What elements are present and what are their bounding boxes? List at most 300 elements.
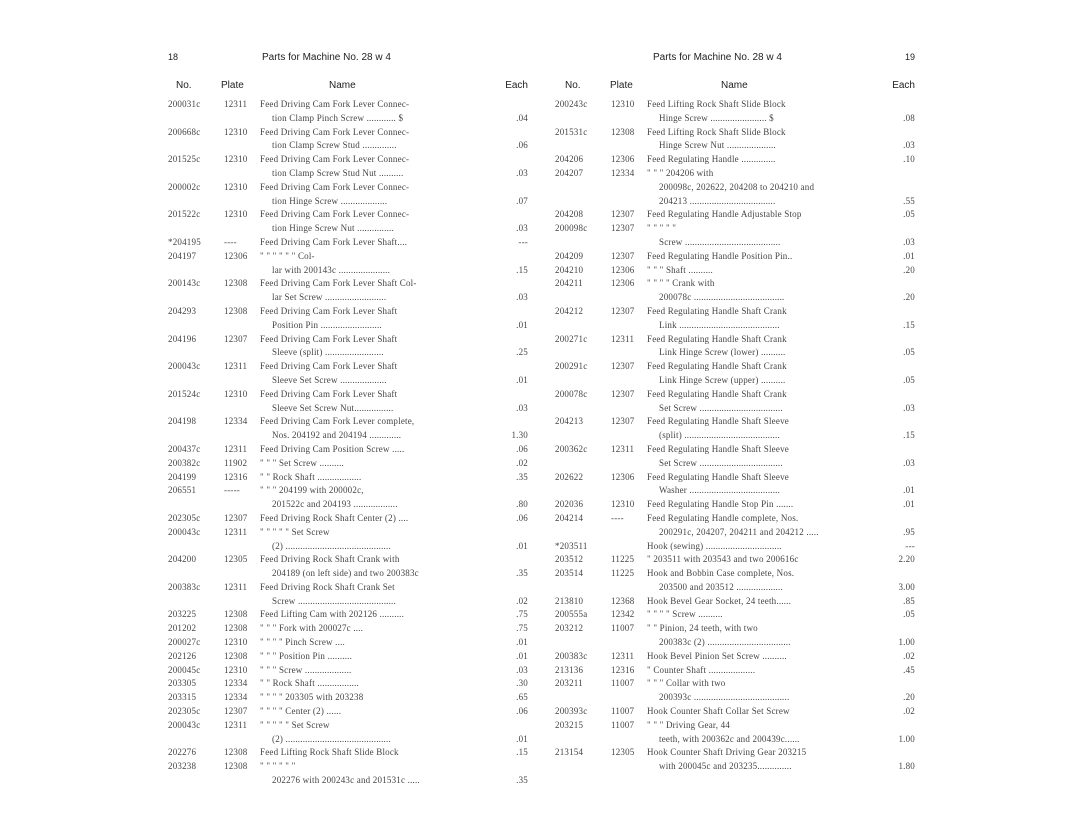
part-price: .15 bbox=[903, 319, 915, 330]
list-item bbox=[168, 581, 528, 595]
plate-number: 12310 bbox=[224, 181, 248, 192]
part-price: .06 bbox=[516, 512, 528, 523]
list-item bbox=[555, 608, 915, 622]
list-item bbox=[168, 471, 528, 485]
plate-number: 12310 bbox=[224, 154, 248, 165]
part-number: 200002c bbox=[168, 181, 201, 192]
list-item bbox=[555, 691, 915, 705]
part-price: .02 bbox=[903, 650, 915, 661]
part-price: .02 bbox=[516, 595, 528, 606]
part-name: Feed Regulating Handle Shaft Sleeve bbox=[647, 443, 789, 454]
list-item bbox=[168, 305, 528, 319]
part-number: 201522c bbox=[168, 209, 201, 220]
part-name: (split) ....................................... bbox=[659, 430, 780, 441]
list-item bbox=[555, 498, 915, 512]
part-price: .03 bbox=[516, 292, 528, 303]
part-number: 200437c bbox=[168, 443, 201, 454]
part-name: Feed Driving Cam Fork Lever Shaft bbox=[260, 305, 398, 316]
list-item bbox=[555, 333, 915, 347]
list-item bbox=[555, 360, 915, 374]
part-number: 203305 bbox=[168, 678, 197, 689]
part-number: 200393c bbox=[555, 706, 588, 717]
part-price: .03 bbox=[903, 140, 915, 151]
part-number: 203315 bbox=[168, 692, 197, 703]
plate-number: 12306 bbox=[611, 278, 635, 289]
plate-number: 11225 bbox=[611, 568, 635, 579]
part-number: 203211 bbox=[555, 678, 583, 689]
part-number: 203238 bbox=[168, 761, 197, 772]
part-price: .20 bbox=[903, 264, 915, 275]
part-price: .01 bbox=[516, 650, 528, 661]
list-item bbox=[168, 360, 528, 374]
part-name: 200098c, 202622, 204208 to 204210 and bbox=[659, 181, 815, 192]
part-name: tion Hinge Screw Nut ............... bbox=[272, 223, 394, 234]
part-price: .01 bbox=[516, 319, 528, 330]
part-number: 200382c bbox=[168, 457, 201, 468]
part-price: .03 bbox=[516, 664, 528, 675]
list-item bbox=[168, 236, 528, 250]
part-number: 200383c bbox=[555, 650, 588, 661]
part-price: .06 bbox=[516, 140, 528, 151]
part-name: Feed Driving Cam Fork Lever Shaft Col- bbox=[260, 278, 417, 289]
part-price: .65 bbox=[516, 692, 528, 703]
part-name: Feed Regulating Handle Shaft Crank bbox=[647, 333, 787, 344]
part-name: 200393c ....................................... bbox=[659, 692, 790, 703]
part-number: 203212 bbox=[555, 623, 584, 634]
part-name: Link Hinge Screw (lower) .......... bbox=[659, 347, 786, 358]
part-number: 202036 bbox=[555, 499, 584, 510]
right-page-title: Parts for Machine No. 28 w 4 bbox=[653, 52, 782, 63]
list-item bbox=[168, 429, 528, 443]
part-number: 202622 bbox=[555, 471, 584, 482]
part-name: " " " " Center (2) ...... bbox=[260, 706, 342, 717]
part-name: " " " " Screw .......... bbox=[647, 609, 723, 620]
list-item bbox=[168, 540, 528, 554]
plate-number: 12316 bbox=[224, 471, 248, 482]
part-price: .45 bbox=[903, 664, 915, 675]
part-price: 1.00 bbox=[898, 637, 915, 648]
list-item bbox=[168, 291, 528, 305]
plate-number: 12310 bbox=[224, 126, 248, 137]
part-number: 204211 bbox=[555, 278, 583, 289]
part-name: with 200045c and 203235.............. bbox=[659, 761, 792, 772]
part-name: Feed Driving Cam Fork Lever Connec- bbox=[260, 126, 410, 137]
part-number: 203215 bbox=[555, 719, 584, 730]
plate-number: 12307 bbox=[611, 416, 635, 427]
plate-number: 12307 bbox=[611, 361, 635, 372]
part-name: teeth, with 200362c and 200439c...... bbox=[659, 733, 800, 744]
part-number: 213136 bbox=[555, 664, 584, 675]
part-name: " " " " " " Col- bbox=[260, 250, 315, 261]
part-price: .15 bbox=[516, 264, 528, 275]
part-number: 204207 bbox=[555, 167, 584, 178]
plate-number: 11902 bbox=[224, 457, 248, 468]
plate-number: 12311 bbox=[224, 361, 248, 372]
part-name: Hinge Screw ....................... $ bbox=[659, 112, 774, 123]
part-number: 204209 bbox=[555, 250, 584, 261]
list-item bbox=[555, 250, 915, 264]
part-name: Washer ..................................... bbox=[659, 485, 781, 496]
part-name: 200291c, 204207, 204211 and 204212 ..... bbox=[659, 526, 819, 537]
list-item bbox=[168, 664, 528, 678]
list-item bbox=[555, 264, 915, 278]
list-item bbox=[555, 236, 915, 250]
part-number: 202305c bbox=[168, 512, 201, 523]
list-item bbox=[555, 112, 915, 126]
part-name: " 203511 with 203543 and two 200616c bbox=[647, 554, 799, 565]
list-item bbox=[168, 222, 528, 236]
part-name: Hinge Screw Nut .................... bbox=[659, 140, 776, 151]
part-price: .05 bbox=[903, 347, 915, 358]
part-name: Feed Driving Cam Fork Lever Connec- bbox=[260, 209, 410, 220]
part-name: " " Pinion, 24 teeth, with two bbox=[647, 623, 758, 634]
part-name: Feed Driving Cam Fork Lever Shaft bbox=[260, 361, 398, 372]
list-item bbox=[168, 98, 528, 112]
list-item bbox=[168, 195, 528, 209]
list-item bbox=[168, 595, 528, 609]
part-name: " " " Set Screw .......... bbox=[260, 457, 344, 468]
part-price: .85 bbox=[903, 595, 915, 606]
list-item bbox=[168, 181, 528, 195]
list-item bbox=[555, 512, 915, 526]
plate-number: 12307 bbox=[611, 250, 635, 261]
part-price: .03 bbox=[903, 402, 915, 413]
part-name: tion Clamp Pinch Screw ............ $ bbox=[272, 112, 404, 123]
part-number: 200383c bbox=[168, 581, 201, 592]
list-item bbox=[168, 277, 528, 291]
part-price: 1.30 bbox=[511, 430, 528, 441]
part-number: 203512 bbox=[555, 554, 584, 565]
list-item bbox=[555, 153, 915, 167]
plate-number: 12308 bbox=[611, 126, 635, 137]
col-plate: Plate bbox=[610, 80, 633, 91]
part-name: " " " Screw ................... bbox=[260, 664, 352, 675]
part-price: .20 bbox=[903, 692, 915, 703]
list-item bbox=[168, 402, 528, 416]
part-price: .15 bbox=[903, 430, 915, 441]
plate-number: 12308 bbox=[224, 650, 248, 661]
plate-number: 11007 bbox=[611, 678, 635, 689]
list-item bbox=[168, 774, 528, 788]
part-name: " " " 204199 with 200002c, bbox=[260, 485, 364, 496]
list-item bbox=[168, 388, 528, 402]
part-name: Feed Regulating Handle .............. bbox=[647, 154, 776, 165]
list-item bbox=[555, 719, 915, 733]
list-item bbox=[555, 733, 915, 747]
plate-number: 12308 bbox=[224, 278, 248, 289]
list-item bbox=[168, 650, 528, 664]
list-item bbox=[555, 746, 915, 760]
part-price: .01 bbox=[516, 540, 528, 551]
left-column-headers bbox=[168, 80, 528, 96]
list-item bbox=[168, 733, 528, 747]
part-price: .01 bbox=[903, 250, 915, 261]
part-name: Feed Driving Cam Fork Lever Shaft bbox=[260, 388, 398, 399]
left-page bbox=[168, 50, 528, 788]
plate-number: 12307 bbox=[224, 512, 248, 523]
part-price: .03 bbox=[516, 223, 528, 234]
col-each: Each bbox=[892, 80, 915, 91]
part-number: 204293 bbox=[168, 305, 197, 316]
part-name: Position Pin ......................... bbox=[272, 319, 382, 330]
part-name: Hook Bevel Gear Socket, 24 teeth...... bbox=[647, 595, 792, 606]
part-number: 204197 bbox=[168, 250, 197, 261]
col-no: No. bbox=[176, 80, 192, 91]
plate-number: 12308 bbox=[224, 761, 248, 772]
part-name: Feed Driving Rock Shaft Crank Set bbox=[260, 581, 395, 592]
right-column-headers bbox=[555, 80, 915, 96]
part-name: Feed Lifting Cam with 202126 .......... bbox=[260, 609, 405, 620]
part-number: 200043c bbox=[168, 719, 201, 730]
list-item bbox=[168, 498, 528, 512]
plate-number: ---- bbox=[224, 236, 237, 247]
list-item bbox=[555, 581, 915, 595]
part-number: 201531c bbox=[555, 126, 588, 137]
part-name: " " " " " Set Screw bbox=[260, 719, 330, 730]
list-item bbox=[168, 746, 528, 760]
list-item bbox=[555, 277, 915, 291]
plate-number: 12308 bbox=[224, 747, 248, 758]
list-item bbox=[555, 195, 915, 209]
plate-number: 12311 bbox=[224, 719, 248, 730]
part-price: .01 bbox=[516, 733, 528, 744]
part-number: 204213 bbox=[555, 416, 584, 427]
list-item bbox=[168, 208, 528, 222]
part-price: .35 bbox=[516, 471, 528, 482]
part-number: 200031c bbox=[168, 99, 201, 109]
part-price: .80 bbox=[516, 499, 528, 510]
part-price: .07 bbox=[516, 195, 528, 206]
part-price: .55 bbox=[903, 195, 915, 206]
plate-number: 12310 bbox=[611, 499, 635, 510]
col-name: Name bbox=[721, 80, 748, 91]
list-item bbox=[168, 526, 528, 540]
part-name: lar with 200143c ..................... bbox=[272, 264, 391, 275]
part-price: .04 bbox=[516, 112, 528, 123]
list-item bbox=[168, 760, 528, 774]
list-item bbox=[555, 553, 915, 567]
plate-number: 12311 bbox=[224, 443, 248, 454]
plate-number: 12307 bbox=[611, 223, 635, 234]
part-price: .01 bbox=[516, 374, 528, 385]
part-number: 203514 bbox=[555, 568, 584, 579]
part-name: " " " " Pinch Screw .... bbox=[260, 637, 345, 648]
list-item bbox=[168, 250, 528, 264]
plate-number: 12308 bbox=[224, 305, 248, 316]
list-item bbox=[168, 553, 528, 567]
plate-number: 12310 bbox=[224, 388, 248, 399]
plate-number: 12306 bbox=[611, 264, 635, 275]
plate-number: 11007 bbox=[611, 623, 635, 634]
part-name: Link ......................................... bbox=[659, 319, 780, 330]
part-price: .08 bbox=[903, 112, 915, 123]
list-item bbox=[168, 484, 528, 498]
part-number: 200271c bbox=[555, 333, 588, 344]
list-item bbox=[168, 512, 528, 526]
list-item bbox=[555, 126, 915, 140]
part-name: Feed Driving Cam Fork Lever Connec- bbox=[260, 181, 410, 192]
part-name: Set Screw .................................. bbox=[659, 457, 783, 468]
part-name: Sleeve (split) ........................ bbox=[272, 347, 384, 358]
part-name: Feed Regulating Handle Shaft Sleeve bbox=[647, 471, 789, 482]
part-price: .75 bbox=[516, 609, 528, 620]
part-name: Sleeve Set Screw ................... bbox=[272, 374, 387, 385]
part-price: .03 bbox=[903, 457, 915, 468]
part-number: 202276 bbox=[168, 747, 197, 758]
plate-number: 12311 bbox=[224, 581, 248, 592]
list-item bbox=[555, 429, 915, 443]
part-price: .03 bbox=[903, 236, 915, 247]
part-name: Nos. 204192 and 204194 ............. bbox=[272, 430, 402, 441]
part-number: 206551 bbox=[168, 485, 197, 496]
part-name: Feed Driving Rock Shaft Crank with bbox=[260, 554, 400, 565]
list-item bbox=[555, 208, 915, 222]
part-name: Hook Counter Shaft Collar Set Screw bbox=[647, 706, 790, 717]
part-price: .03 bbox=[516, 167, 528, 178]
list-item bbox=[168, 319, 528, 333]
part-price: --- bbox=[518, 236, 528, 247]
list-item bbox=[555, 622, 915, 636]
part-price: .01 bbox=[903, 485, 915, 496]
list-item bbox=[168, 677, 528, 691]
part-number: 203225 bbox=[168, 609, 197, 620]
list-item bbox=[555, 139, 915, 153]
plate-number: 11007 bbox=[611, 719, 635, 730]
list-item bbox=[168, 622, 528, 636]
plate-number: 12311 bbox=[224, 526, 248, 537]
right-page-number: 19 bbox=[904, 52, 915, 62]
part-number: 204214 bbox=[555, 512, 584, 523]
plate-number: ----- bbox=[224, 485, 240, 496]
list-item bbox=[555, 760, 915, 774]
plate-number: 12308 bbox=[224, 609, 248, 620]
part-name: Feed Driving Rock Shaft Center (2) .... bbox=[260, 512, 409, 523]
left-page-header bbox=[168, 50, 528, 72]
part-number: 200668c bbox=[168, 126, 201, 137]
part-number: 200078c bbox=[555, 388, 588, 399]
list-item bbox=[168, 457, 528, 471]
part-name: Feed Lifting Rock Shaft Slide Block bbox=[260, 747, 399, 758]
plate-number: 12316 bbox=[611, 664, 635, 675]
list-item bbox=[168, 346, 528, 360]
list-item bbox=[168, 415, 528, 429]
list-item bbox=[555, 374, 915, 388]
plate-number: 11007 bbox=[611, 706, 635, 717]
part-number: 200243c bbox=[555, 99, 588, 109]
part-price: 1.00 bbox=[898, 733, 915, 744]
list-item bbox=[168, 636, 528, 650]
list-item bbox=[555, 319, 915, 333]
list-item bbox=[555, 636, 915, 650]
plate-number: 12310 bbox=[224, 664, 248, 675]
part-name: Hook and Bobbin Case complete, Nos. bbox=[647, 568, 795, 579]
list-item bbox=[168, 139, 528, 153]
plate-number: 12334 bbox=[611, 167, 635, 178]
list-item bbox=[168, 691, 528, 705]
part-name: Feed Driving Cam Fork Lever complete, bbox=[260, 416, 415, 427]
part-name: " " " " " " bbox=[260, 761, 296, 772]
part-number: 201202 bbox=[168, 623, 197, 634]
list-item bbox=[555, 222, 915, 236]
list-item bbox=[555, 567, 915, 581]
list-item bbox=[555, 181, 915, 195]
part-number: 202305c bbox=[168, 706, 201, 717]
part-name: 200078c ..................................... bbox=[659, 292, 785, 303]
part-name: tion Clamp Screw Stud .............. bbox=[272, 140, 397, 151]
plate-number: 12306 bbox=[611, 471, 635, 482]
part-number: 200098c bbox=[555, 223, 588, 234]
plate-number: 12307 bbox=[611, 388, 635, 399]
part-name: Feed Regulating Handle Stop Pin ....... bbox=[647, 499, 794, 510]
part-name: Feed Regulating Handle complete, Nos. bbox=[647, 512, 799, 523]
list-item bbox=[555, 402, 915, 416]
part-name: " " " Fork with 200027c .... bbox=[260, 623, 364, 634]
part-name: Feed Regulating Handle Adjustable Stop bbox=[647, 209, 802, 220]
col-each: Each bbox=[505, 80, 528, 91]
part-number: 200362c bbox=[555, 443, 588, 454]
list-item bbox=[168, 719, 528, 733]
plate-number: ---- bbox=[611, 512, 624, 523]
part-price: .03 bbox=[516, 402, 528, 413]
list-item bbox=[555, 526, 915, 540]
part-price: .01 bbox=[903, 499, 915, 510]
part-price: .35 bbox=[516, 775, 528, 786]
list-item bbox=[168, 705, 528, 719]
part-name: Feed Driving Cam Fork Lever Shaft.... bbox=[260, 236, 408, 247]
part-number: 200043c bbox=[168, 526, 201, 537]
part-name: Screw ....................................... bbox=[659, 236, 781, 247]
plate-number: 12310 bbox=[224, 209, 248, 220]
part-price: .05 bbox=[903, 609, 915, 620]
part-price: .05 bbox=[903, 374, 915, 385]
part-price: .06 bbox=[516, 443, 528, 454]
list-item bbox=[168, 608, 528, 622]
part-name: Feed Driving Cam Fork Lever Shaft bbox=[260, 333, 398, 344]
part-number: 200143c bbox=[168, 278, 201, 289]
part-name: 202276 with 200243c and 201531c ..... bbox=[272, 775, 420, 786]
part-name: 200383c (2) .................................. bbox=[659, 637, 791, 648]
list-item bbox=[555, 705, 915, 719]
list-item bbox=[168, 126, 528, 140]
part-name: " " Rock Shaft ................. bbox=[260, 678, 359, 689]
list-item bbox=[168, 264, 528, 278]
part-name: " " " " " Set Screw bbox=[260, 526, 330, 537]
list-item bbox=[555, 415, 915, 429]
part-price: .95 bbox=[903, 526, 915, 537]
part-price: .35 bbox=[516, 568, 528, 579]
plate-number: 12311 bbox=[611, 333, 635, 344]
plate-number: 12308 bbox=[224, 623, 248, 634]
part-price: .30 bbox=[516, 678, 528, 689]
left-page-number: 18 bbox=[168, 52, 179, 62]
list-item bbox=[555, 305, 915, 319]
part-name: Sleeve Set Screw Nut................ bbox=[272, 402, 394, 413]
list-item bbox=[555, 484, 915, 498]
part-number: 204212 bbox=[555, 305, 584, 316]
plate-number: 12307 bbox=[611, 305, 635, 316]
left-parts-list bbox=[168, 98, 528, 788]
part-name: Screw ........................................ bbox=[272, 595, 396, 606]
plate-number: 12310 bbox=[224, 637, 248, 648]
list-item bbox=[168, 167, 528, 181]
list-item bbox=[555, 540, 915, 554]
part-price: .75 bbox=[516, 623, 528, 634]
part-name: (2) ........................................... bbox=[272, 540, 391, 551]
plate-number: 12307 bbox=[224, 706, 248, 717]
part-number: *204195 bbox=[168, 236, 201, 247]
list-item bbox=[555, 650, 915, 664]
part-name: Feed Regulating Handle Shaft Crank bbox=[647, 305, 787, 316]
